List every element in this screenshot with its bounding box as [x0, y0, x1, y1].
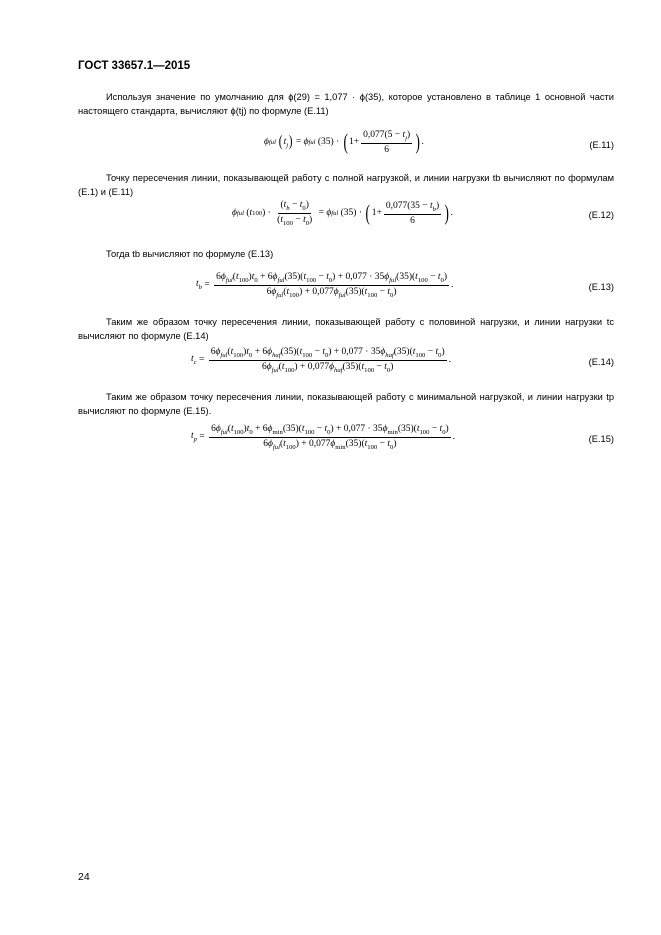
equation-e12 [78, 198, 614, 238]
equation-number-e14: (Е.14) [588, 357, 614, 367]
document-header: ГОСТ 33657.1—2015 [78, 60, 191, 72]
equation-number-e12: (Е.12) [588, 210, 614, 220]
paragraph-2: Точку пересечения линии, показывающей работу с полной нагрузкой, и линии нагрузки tb вычисляют по формулам (Е.1) и (Е.11) [78, 173, 614, 197]
equation-e13 [78, 270, 614, 310]
formula-e13: $t_b$ = $6\phi_{ful}(t_{100})t_0 + 6\phi_{ful}(35)(t_{100} - t_0) + 0,077 \cdot 35\phi_{ful}(35)(t_{100} - t_0)$ $6\phi_{ful}(t_{100}) + 0,077\phi_{ful}(35)(t_{100} - t_0)$ . [196, 272, 454, 299]
equation-number-e13: (Е.13) [588, 282, 614, 292]
paragraph-5: Таким же образом точку пересечения линии, показывающей работу с минимальной нагрузкой, и линии нагрузки tp вычисляют по формуле (Е.15). [78, 392, 614, 416]
formula-e12: ϕ ful ( t 100 ) · $\frac{(t_b - t_0)}{(t_{100} - t_0)}$ = ϕ ful (35) · ( 1+ $\frac{0,077(35 - t_b)}{6}$ ) . [232, 200, 453, 227]
paragraph-4: Таким же образом точку пересечения линии, показывающей работу с половиной нагрузки, и линии нагрузки tc вычисляют по формуле (Е.14) [78, 317, 614, 341]
equation-e15 [78, 422, 614, 462]
paragraph-3: Тогда tb вычисляют по формуле (Е.13) [106, 249, 274, 259]
equation-e14 [78, 345, 614, 385]
formula-e15: $t_p$ = $6\phi_{ful}(t_{100})t_0 + 6\phi_{min}(35)(t_{100} - t_0) + 0,077 \cdot 35\phi_{min}(35)(t_{100} - t_0)$ $6\phi_{ful}(t_{100}) + 0,077\phi_{min}(35)(t_{100} - t_0)$ . [191, 424, 456, 451]
equation-number-e11: (Е.11) [589, 140, 614, 150]
paragraph-1: Используя значение по умолчанию для ϕ(29) = 1,077 · ϕ(35), которое установлено в таблице 1 основной части настоящего стандарта, вычисляют ϕ(tj) по формуле (Е.11) [78, 92, 614, 116]
page-number: 24 [78, 871, 90, 883]
equation-e11 [78, 128, 614, 168]
formula-e14: $t_c$ = $6\phi_{ful}(t_{100})t_0 + 6\phi_{haf}(35)(t_{100} - t_0) + 0,077 \cdot 35\phi_{haf}(35)(t_{100} - t_0)$ $6\phi_{ful}(t_{100}) + 0,077\phi_{haf}(35)(t_{100} - t_0)$ . [191, 347, 451, 374]
equation-number-e15: (Е.15) [588, 434, 614, 444]
formula-e11: ϕ ful ( $t_j$ ) = ϕ ful (35) · ( 1+ $\frac{0,077(5 - t_j)}{6}$ ) . [264, 129, 424, 155]
